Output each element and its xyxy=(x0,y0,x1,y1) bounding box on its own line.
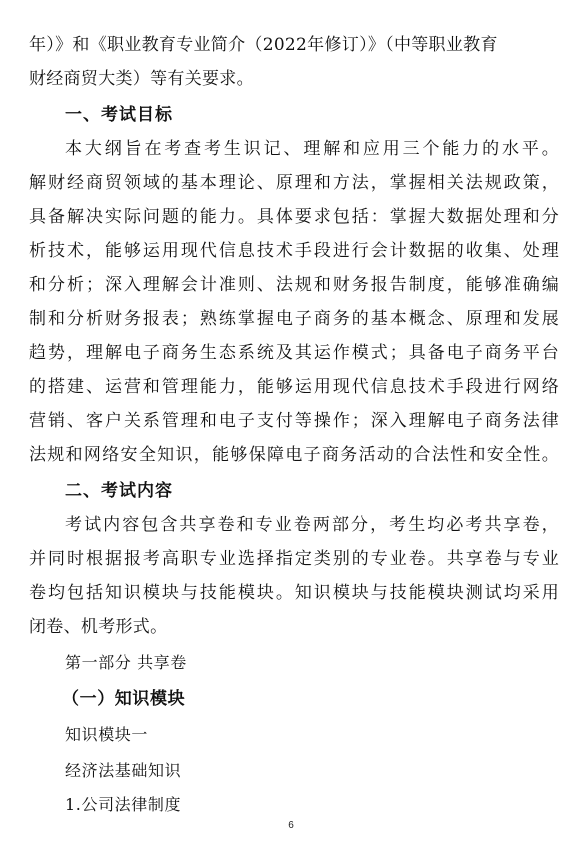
intro-line-2: 财经商贸大类）等有关要求。 xyxy=(29,69,254,89)
content-line-2: 并同时根据报考高职专业选择指定类别的专业卷。共享卷与专业 xyxy=(29,549,559,569)
content-line-4: 闭卷、机考形式。 xyxy=(29,617,168,637)
item-title: 1.公司法律制度 xyxy=(65,795,182,814)
objectives-line-8: 的搭建、运营和管理能力，能够运用现代信息技术手段进行网络 xyxy=(29,377,559,397)
module-title: 知识模块一 xyxy=(65,725,149,744)
objectives-line-10: 法规和网络安全知识，能够保障电子商务活动的合法性和安全性。 xyxy=(29,445,559,465)
objectives-line-6: 制和分析财务报表；熟练掌握电子商务的基本概念、原理和发展 xyxy=(29,309,559,329)
page-number: 6 xyxy=(288,820,294,831)
content-line-3: 卷均包括知识模块与技能模块。知识模块与技能模块测试均采用 xyxy=(29,583,559,603)
section-heading-exam-content: 二、考试内容 xyxy=(65,481,173,501)
content-line-1: 考试内容包含共享卷和专业卷两部分，考生均必考共享卷， xyxy=(65,515,559,535)
topic-title: 经济法基础知识 xyxy=(65,761,182,780)
intro-line-1: 年）》和《职业教育专业简介（2022年修订）》（中等职业教育 xyxy=(29,35,498,55)
objectives-line-4: 析技术，能够运用现代信息技术手段进行会计数据的收集、处理 xyxy=(29,241,559,261)
subsection-title: （一）知识模块 xyxy=(62,689,186,709)
objectives-line-2: 解财经商贸领域的基本理论、原理和方法，掌握相关法规政策， xyxy=(29,173,559,193)
objectives-line-3: 具备解决实际问题的能力。具体要求包括：掌握大数据处理和分 xyxy=(29,207,559,227)
part-title: 第一部分 共享卷 xyxy=(65,653,187,672)
objectives-line-7: 趋势，理解电子商务生态系统及其运作模式；具备电子商务平台 xyxy=(29,343,559,363)
objectives-line-9: 营销、客户关系管理和电子支付等操作；深入理解电子商务法律 xyxy=(29,411,559,431)
section-heading-exam-objectives: 一、考试目标 xyxy=(65,105,173,125)
objectives-line-1: 本大纲旨在考查考生识记、理解和应用三个能力的水平。 xyxy=(65,139,559,159)
objectives-line-5: 和分析；深入理解会计准则、法规和财务报告制度，能够准确编 xyxy=(29,275,559,295)
